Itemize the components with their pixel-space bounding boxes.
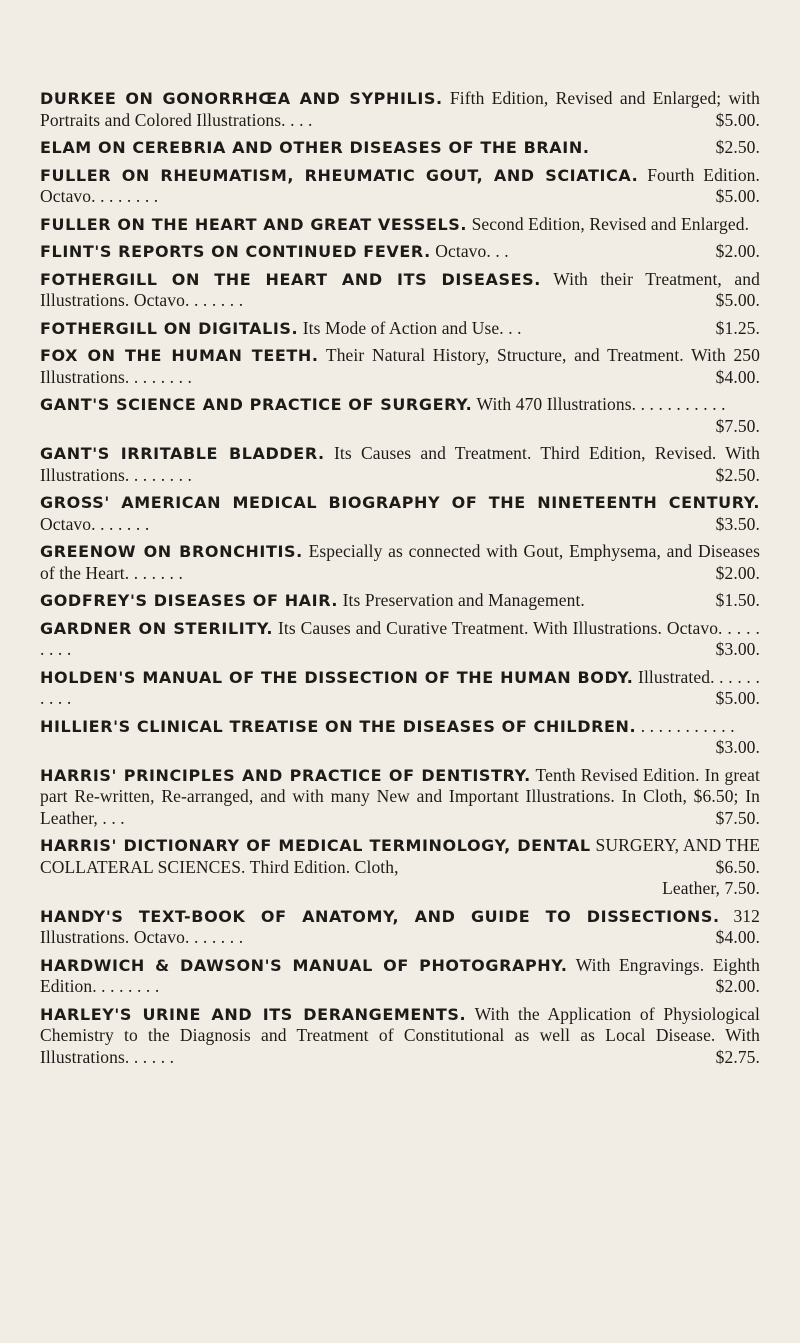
book-entry [40,241,760,263]
book-entry [40,955,760,998]
book-entry [40,765,760,830]
book-price: $4.00. [712,927,760,949]
book-title: HANDY'S TEXT-BOOK OF ANATOMY, AND GUIDE TO DISSECTIONS. [40,906,720,926]
book-price: $7.50. [712,416,760,438]
book-entry [40,165,760,208]
book-entry [40,345,760,388]
book-list [40,88,760,1068]
book-entry [40,590,760,612]
book-description: Its Preservation and Management. [342,590,585,610]
book-price: $5.00. [712,186,760,208]
book-price: $6.50. [712,857,760,879]
book-entry [40,618,760,661]
book-entry [40,443,760,486]
book-description: Illustrated. . . . . . . . . . [40,666,760,708]
book-price: $4.00. [712,367,760,389]
book-description: Its Causes and Treatment. Third Edition, Revised. With Illustrations. . . . . . . . [40,443,760,485]
book-description: . . . . . . . . . . . [640,715,735,736]
book-description: Octavo. . . [435,241,509,261]
book-entry [40,137,760,159]
book-title: GODFREY'S DISEASES OF HAIR. [40,591,339,610]
book-price: $2.00. [712,563,760,585]
book-title: FULLER ON THE HEART AND GREAT VESSELS. [40,214,468,234]
book-price: $2.75. [712,1047,760,1069]
book-entry [40,492,760,535]
book-title: FOTHERGILL ON THE HEART AND ITS DISEASES. [40,269,541,289]
book-price: $1.25. [712,318,760,340]
book-description: Their Natural History, Structure, and Treatment. With 250 Illustrations. . . . . . . . [40,345,760,387]
book-entry [40,269,760,312]
book-price: $5.00. [712,290,760,312]
book-title: FULLER ON RHEUMATISM, RHEUMATIC GOUT, AND SCIATICA. [40,165,639,185]
book-entry [40,394,760,437]
book-title: HILLIER'S CLINICAL TREATISE ON THE DISEASES OF CHILDREN. [40,716,637,736]
book-description: Its Causes and Curative Treatment. With Illustrations. Octavo. . . . . . . . . [40,617,760,659]
book-price: $3.00. [712,639,760,661]
book-title: HARRIS' PRINCIPLES AND PRACTICE OF DENTISTRY. [40,765,531,785]
book-title: HARRIS' DICTIONARY OF MEDICAL TERMINOLOGY, DENTAL [40,836,591,855]
book-price: $2.00. [712,241,760,263]
book-price-alt: Leather, 7.50. [662,878,760,898]
book-description: Especially as connected with Gout, Emphysema, and Diseases of the Heart. . . . . . . [40,541,760,583]
book-title: FOTHERGILL ON DIGITALIS. [40,318,299,338]
book-description: With Engravings. Eighth Edition. . . . . . . . [40,954,760,996]
book-description: Octavo. . . . . . . [40,513,150,534]
book-description: Second Edition, Revised and Enlarged. [471,213,750,234]
book-title: GREENOW ON BRONCHITIS. [40,542,303,561]
book-description: Its Mode of Action and Use. . . [302,317,522,338]
book-description: Fourth Edition. Octavo. . . . . . . . [40,164,760,206]
book-price: $2.50. [712,137,760,159]
book-price: $2.00. [712,976,760,998]
book-description: SURGERY, AND THE COLLATERAL SCIENCES. Third Edition. Cloth, [40,835,760,877]
book-title: HOLDEN'S MANUAL OF THE DISSECTION OF THE HUMAN BODY. [40,667,634,687]
book-entry [40,1004,760,1069]
book-title: DURKEE ON GONORRHŒA AND SYPHILIS. [40,89,443,108]
book-description: Fifth Edition, Revised and Enlarged; with Portraits and Colored Illustrations. . . . [40,88,760,130]
book-entry [40,667,760,710]
book-entry [40,716,760,759]
book-title: HARDWICH & DAWSON'S MANUAL OF PHOTOGRAPHY. [40,955,568,975]
book-entry [40,214,760,236]
book-entry [40,835,760,900]
book-price: $1.50. [712,590,760,612]
book-entry [40,906,760,949]
book-entry [40,88,760,131]
book-price: $3.00. [712,737,760,759]
book-title: GROSS' AMERICAN MEDICAL BIOGRAPHY OF THE NINETEENTH CENTURY. [40,493,760,512]
book-description: With 470 Illustrations. . . . . . . . . . . [476,394,726,414]
book-price: $2.50. [712,465,760,487]
book-price: $3.50. [712,514,760,536]
book-title: FLINT'S REPORTS ON CONTINUED FEVER. [40,242,431,261]
book-title: ELAM ON CEREBRIA AND OTHER DISEASES OF THE BRAIN. [40,138,590,157]
book-entry [40,541,760,584]
book-price: $5.00. [712,688,760,710]
book-title: GANT'S IRRITABLE BLADDER. [40,444,325,463]
book-description: With the Application of Physiological Chemistry to the Diagnosis and Treatment of Constitutional as well as Local Disease. With Illustrations. . . . . . [40,1003,760,1067]
book-description: 312 Illustrations. Octavo. . . . . . . [40,905,760,947]
book-description: Tenth Revised Edition. In great part Re-written, Re-arranged, and with many New and Important Illustrations. In Cloth, $6.50; In Leather, . . . [40,764,760,828]
book-title: FOX ON THE HUMAN TEETH. [40,346,319,365]
book-title: GARDNER ON STERILITY. [40,618,274,638]
book-description: With their Treatment, and Illustrations. Octavo. . . . . . . [40,268,760,310]
book-title: HARLEY'S URINE AND ITS DERANGEMENTS. [40,1004,467,1024]
book-entry [40,318,760,340]
book-title: GANT'S SCIENCE AND PRACTICE OF SURGERY. [40,395,473,414]
book-price: $5.00. [712,110,760,132]
book-price: $7.50. [712,808,760,830]
